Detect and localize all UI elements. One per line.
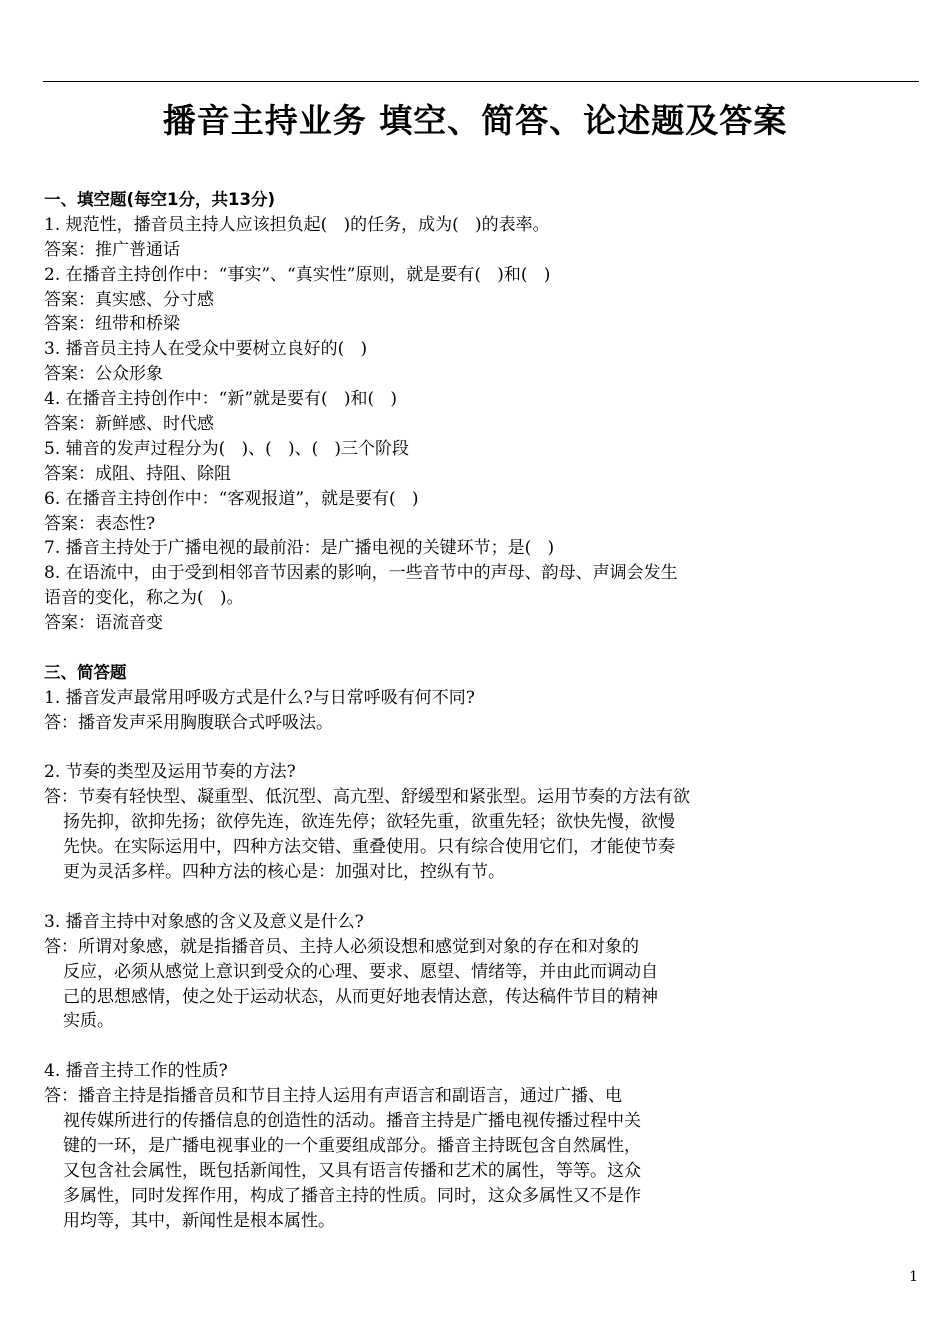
- answer-line: 视传媒所进行的传播信息的创造性的活动。播音主持是广播电视传播过程中关: [63, 1110, 641, 1131]
- text-line: 7. 播音主持处于广播电视的最前沿：是广播电视的关键环节；是( ): [44, 538, 555, 559]
- text-line: 答案：纽带和桥梁: [44, 314, 180, 335]
- answer-line: 己的思想感情，使之处于运动状态，从而更好地表情达意，传达稿件节目的精神: [63, 986, 658, 1007]
- text-line: 答案：新鲜感、时代感: [44, 414, 214, 435]
- answer-line: 扬先抑，欲抑先扬；欲停先连，欲连先停；欲轻先重，欲重先轻；欲快先慢，欲慢: [63, 812, 675, 833]
- answer-line: 更为灵活多样。四种方法的核心是：加强对比，控纵有节。: [63, 862, 505, 883]
- text-line: 3. 播音员主持人在受众中要树立良好的( ): [44, 339, 368, 360]
- answer-line: 用均等，其中，新闻性是根本属性。: [63, 1210, 335, 1231]
- text-line: 语音的变化，称之为( )。: [44, 588, 244, 609]
- answer-line: 答：播音发声采用胸腹联合式呼吸法。: [44, 712, 333, 733]
- section-heading-short-answer: 三、简答题: [44, 662, 127, 682]
- question: 2. 节奏的类型及运用节奏的方法?: [44, 762, 296, 783]
- text-line: 答案：表态性?: [44, 513, 156, 534]
- blank-line: [44, 736, 904, 761]
- text-line: 8. 在语流中，由于受到相邻音节因素的影响，一些音节中的声母、韵母、声调会发生: [44, 563, 678, 584]
- blank-line: [44, 1034, 904, 1059]
- document-title: 播音主持业务 填空、简答、论述题及答案: [162, 101, 788, 140]
- text-line: 4. 在播音主持创作中：“新”就是要有( )和( ): [44, 389, 397, 410]
- text-line: 答案：语流音变: [44, 613, 163, 634]
- question: 1. 播音发声最常用呼吸方式是什么?与日常呼吸有何不同?: [44, 687, 475, 708]
- blank-line: [44, 885, 904, 910]
- answer-line: 多属性，同时发挥作用，构成了播音主持的性质。同时，这众多属性又不是作: [63, 1185, 641, 1206]
- answer-line: 先快。在实际运用中，四种方法交错、重叠使用。只有综合使用它们，才能使节奏: [63, 837, 675, 858]
- answer-line: 又包含社会属性，既包括新闻性，又具有语言传播和艺术的属性，等等。这众: [63, 1160, 641, 1181]
- answer-line: 答：节奏有轻快型、凝重型、低沉型、高亢型、舒缓型和紧张型。运用节奏的方法有欲: [44, 787, 690, 808]
- question: 3. 播音主持中对象感的含义及意义是什么?: [44, 911, 364, 932]
- text-line: 6. 在播音主持创作中：“客观报道”，就是要有( ): [44, 488, 419, 509]
- top-rule: [43, 81, 919, 82]
- text-line: 2. 在播音主持创作中：“事实”、“真实性”原则，就是要有( )和( ): [44, 264, 551, 285]
- blank-line: [44, 636, 904, 661]
- answer-line: 键的一环，是广播电视事业的一个重要组成部分。播音主持既包含自然属性，: [63, 1135, 641, 1156]
- page-number: 1: [909, 1269, 918, 1285]
- text-line: 答案：公众形象: [44, 364, 163, 385]
- text-line: 答案：成阻、持阻、除阻: [44, 463, 231, 484]
- answer-line: 答：所谓对象感，就是指播音员、主持人必须设想和感觉到对象的存在和对象的: [44, 936, 639, 957]
- text-line: 答案：真实感、分寸感: [44, 289, 214, 310]
- section-heading-fill-in: 一、填空题(每空1分，共13分): [44, 190, 276, 209]
- answer-line: 实质。: [63, 1011, 114, 1032]
- text-line: 答案：推广普通话: [44, 239, 180, 260]
- answer-line: 答：播音主持是指播音员和节目主持人运用有声语言和副语言，通过广播、电: [44, 1086, 622, 1107]
- document-body: [44, 188, 904, 1233]
- question: 4. 播音主持工作的性质?: [44, 1061, 228, 1082]
- text-line: 5. 辅音的发声过程分为( )、( )、( )三个阶段: [44, 438, 410, 459]
- answer-line: 反应，必须从感觉上意识到受众的心理、要求、愿望、情绪等，并由此而调动自: [63, 961, 658, 982]
- text-line: 1. 规范性，播音员主持人应该担负起( )的任务，成为( )的表率。: [44, 214, 550, 235]
